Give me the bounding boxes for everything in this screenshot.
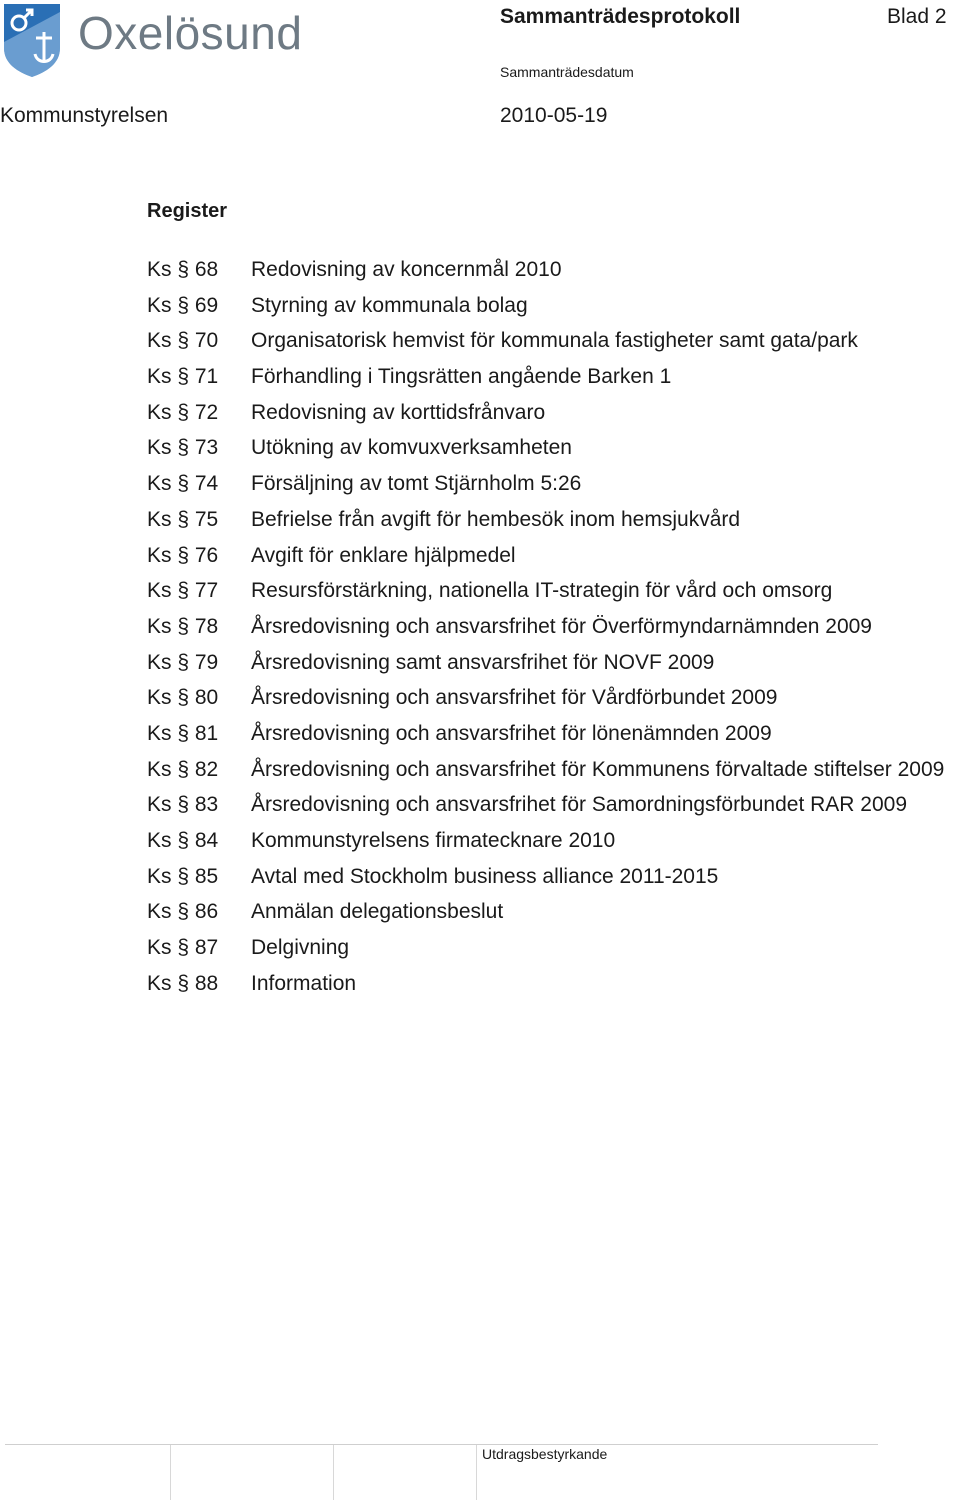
paragraph-title: Anmälan delegationsbeslut bbox=[251, 900, 504, 924]
paragraph-number: Ks § 77 bbox=[147, 579, 219, 603]
paragraph-title: Styrning av kommunala bolag bbox=[251, 293, 528, 317]
footer-divider bbox=[5, 1444, 878, 1445]
paragraph-number: Ks § 85 bbox=[147, 864, 219, 888]
register-item bbox=[147, 934, 944, 970]
register-item bbox=[147, 327, 944, 363]
paragraph-number: Ks § 84 bbox=[147, 829, 219, 852]
paragraph-number: Ks § 69 bbox=[147, 293, 219, 317]
paragraph-title: Delgivning bbox=[251, 936, 350, 960]
paragraph-title: Befrielse från avgift för hembesök inom hemsjukvård bbox=[251, 507, 741, 531]
paragraph-title: Försäljning av tomt Stjärnholm 5:26 bbox=[251, 472, 582, 496]
paragraph-title: Redovisning av korttidsfrånvaro bbox=[251, 400, 546, 424]
paragraph-title: Årsredovisning och ansvarsfrihet för Kommunens förvaltade stiftelser 2009 bbox=[251, 757, 945, 781]
register-item bbox=[147, 399, 944, 435]
register-item bbox=[147, 756, 944, 792]
paragraph-number: Ks § 82 bbox=[147, 757, 219, 781]
extract-certification-label: Utdragsbestyrkande bbox=[482, 1446, 608, 1462]
register-item bbox=[147, 434, 944, 470]
paragraph-title: Årsredovisning samt ansvarsfrihet för NOVF 2009 bbox=[251, 650, 715, 674]
paragraph-number: Ks § 73 bbox=[147, 436, 219, 460]
register-item bbox=[147, 506, 944, 542]
paragraph-number: Ks § 87 bbox=[147, 936, 219, 960]
register-item bbox=[147, 577, 944, 613]
paragraph-title: Avgift för enklare hjälpmedel bbox=[251, 543, 516, 567]
register-list bbox=[147, 256, 944, 1005]
register-item bbox=[147, 898, 944, 934]
register-item bbox=[147, 470, 944, 506]
meeting-date-label: Sammanträdesdatum bbox=[500, 64, 634, 80]
paragraph-number: Ks § 75 bbox=[147, 507, 219, 531]
signature-box-divider bbox=[333, 1445, 334, 1500]
municipality-logo bbox=[0, 0, 340, 82]
register-item bbox=[147, 827, 944, 863]
register-item bbox=[147, 363, 944, 399]
signature-box-divider bbox=[476, 1445, 477, 1500]
register-item bbox=[147, 684, 944, 720]
paragraph-title: Årsredovisning och ansvarsfrihet för Vårdförbundet 2009 bbox=[251, 686, 778, 710]
register-item bbox=[147, 613, 944, 649]
register-item bbox=[147, 720, 944, 756]
organization-name: Kommunstyrelsen bbox=[0, 104, 169, 127]
paragraph-title: Årsredovisning och ansvarsfrihet för Överförmyndarnämnden 2009 bbox=[251, 614, 872, 638]
paragraph-number: Ks § 70 bbox=[147, 329, 219, 353]
paragraph-number: Ks § 68 bbox=[147, 258, 219, 281]
register-item bbox=[147, 970, 944, 1006]
document-title: Sammanträdesprotokoll bbox=[500, 5, 741, 28]
paragraph-title: Resursförstärkning, nationella IT-strategin för vård och omsorg bbox=[251, 579, 833, 603]
register-heading: Register bbox=[147, 200, 228, 222]
paragraph-number: Ks § 74 bbox=[147, 472, 219, 496]
paragraph-number: Ks § 79 bbox=[147, 650, 219, 674]
paragraph-title: Redovisning av koncernmål 2010 bbox=[251, 258, 562, 281]
paragraph-title: Information bbox=[251, 971, 357, 995]
paragraph-number: Ks § 81 bbox=[147, 721, 219, 745]
meeting-date: 2010-05-19 bbox=[500, 104, 608, 127]
paragraph-title: Avtal med Stockholm business alliance 2011-2015 bbox=[251, 864, 719, 888]
paragraph-number: Ks § 86 bbox=[147, 900, 219, 924]
register-item bbox=[147, 649, 944, 685]
paragraph-number: Ks § 72 bbox=[147, 400, 219, 424]
paragraph-number: Ks § 76 bbox=[147, 543, 219, 567]
paragraph-number: Ks § 78 bbox=[147, 614, 219, 638]
register-item bbox=[147, 292, 944, 328]
register-item bbox=[147, 791, 944, 827]
page-number: Blad 2 bbox=[887, 5, 947, 28]
paragraph-number: Ks § 71 bbox=[147, 365, 219, 389]
logo-wordmark: Oxelösund bbox=[78, 7, 303, 59]
paragraph-number: Ks § 88 bbox=[147, 971, 219, 995]
oxelosund-coat-of-arms-icon bbox=[2, 2, 62, 78]
register-item bbox=[147, 542, 944, 578]
register-item bbox=[147, 256, 944, 292]
register-item bbox=[147, 863, 944, 899]
signature-box-divider bbox=[170, 1445, 171, 1500]
paragraph-number: Ks § 80 bbox=[147, 686, 219, 710]
paragraph-title: Förhandling i Tingsrätten angående Barken 1 bbox=[251, 365, 672, 389]
paragraph-title: Organisatorisk hemvist för kommunala fastigheter samt gata/park bbox=[251, 329, 858, 353]
paragraph-title: Årsredovisning och ansvarsfrihet för lönenämnden 2009 bbox=[251, 721, 772, 745]
paragraph-title: Kommunstyrelsens firmatecknare 2010 bbox=[251, 829, 616, 852]
paragraph-number: Ks § 83 bbox=[147, 793, 219, 817]
paragraph-title: Utökning av komvuxverksamheten bbox=[251, 436, 572, 460]
paragraph-title: Årsredovisning och ansvarsfrihet för Samordningsförbundet RAR 2009 bbox=[251, 793, 908, 817]
